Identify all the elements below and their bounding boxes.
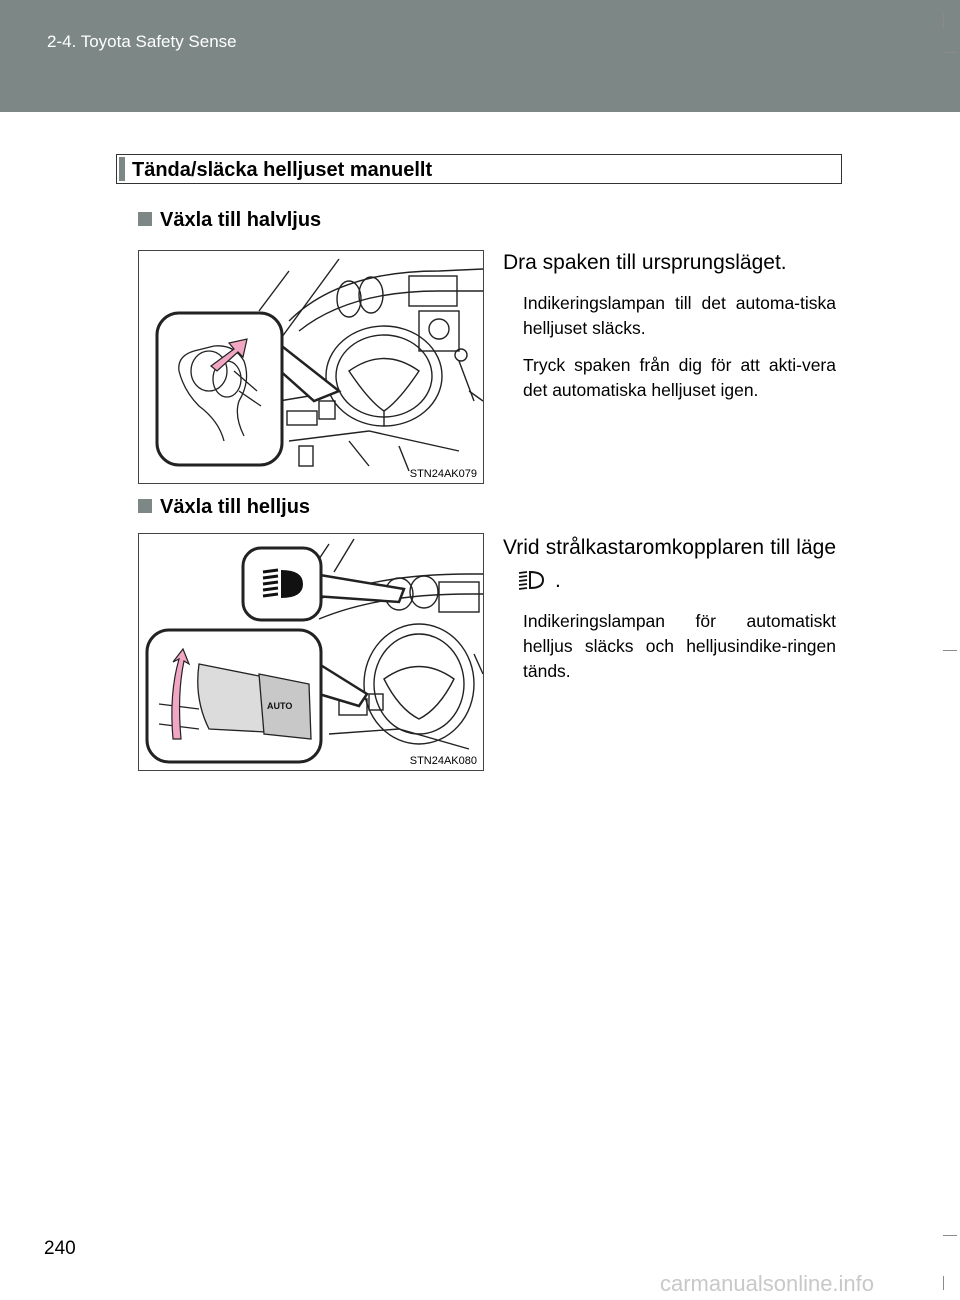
- subheading-text: Växla till halvljus: [160, 209, 322, 231]
- section-title-box: [116, 154, 842, 184]
- figure-code: STN24AK079: [409, 468, 477, 480]
- high-beam-icon: [517, 568, 547, 601]
- square-bullet-icon: [138, 499, 152, 513]
- page-number: 240: [44, 1238, 76, 1259]
- figure-headlight-switch: [138, 533, 484, 771]
- instruction-note: Indikeringslampan för automatiskt helljus släcks och helljusindike-ringen tänds.: [523, 611, 836, 681]
- svg-text:AUTO: AUTO: [267, 701, 293, 711]
- subheading-text: Växla till helljus: [160, 496, 311, 518]
- crop-mark: [943, 650, 957, 651]
- chapter-title: 2-4. Toyota Safety Sense: [47, 32, 237, 51]
- crop-mark: [943, 1235, 957, 1236]
- crop-mark: [943, 52, 957, 53]
- watermark: carmanualsonline.info: [660, 1271, 875, 1296]
- instruction-note: Indikeringslampan till det automa-tiska helljuset släcks.: [523, 293, 836, 338]
- section-title: Tända/släcka helljuset manuellt: [132, 159, 433, 181]
- subheading-high-beam: [138, 496, 310, 519]
- section-accent-bar: [119, 157, 125, 181]
- instruction-lead-text: Vrid strålkastaromkopplaren till läge: [503, 536, 836, 559]
- dashboard-illustration: [139, 534, 483, 770]
- chapter-header: [0, 0, 960, 112]
- subheading-low-beam: [138, 209, 321, 232]
- instruction-lead: [503, 531, 836, 601]
- crop-mark: [943, 1276, 944, 1290]
- figure-lever-pull: [138, 250, 484, 484]
- instruction-lead: Dra spaken till ursprungsläget.: [503, 251, 787, 274]
- instruction-note: Tryck spaken från dig för att akti-vera det automatiska helljuset igen.: [523, 355, 836, 400]
- dashboard-illustration: [139, 251, 483, 483]
- figure-code: STN24AK080: [409, 755, 477, 767]
- square-bullet-icon: [138, 212, 152, 226]
- instruction-lead-suffix: .: [555, 569, 561, 592]
- crop-mark: [943, 14, 944, 28]
